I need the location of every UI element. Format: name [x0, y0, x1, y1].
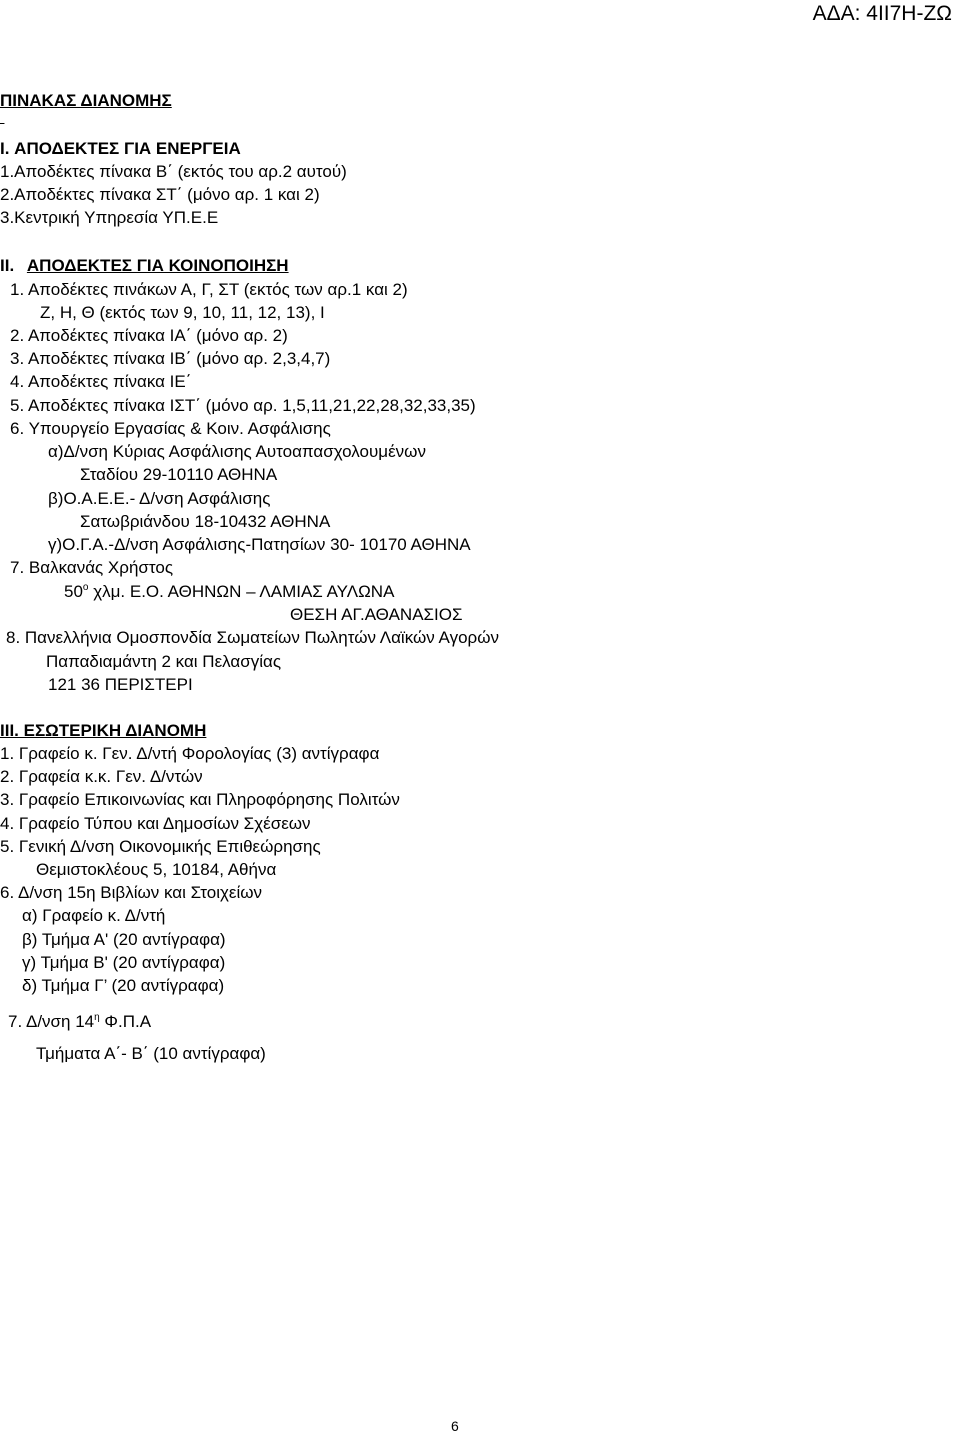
vat-sup: η	[94, 1012, 100, 1023]
address-post: χλμ. Ε.Ο. ΑΘΗΝΩΝ – ΛΑΜΙΑΣ ΑΥΛΩΝΑ	[88, 582, 395, 601]
page-number: 6	[451, 1418, 459, 1434]
address-sup: ο	[82, 582, 89, 593]
list-item: 1.Αποδέκτες πίνακα Β΄ (εκτός του αρ.2 αυτού)	[0, 162, 347, 181]
list-item: 3. Αποδέκτες πίνακα ΙΒ΄ (μόνο αρ. 2,3,4,7)	[10, 349, 331, 368]
list-item: Σταδίου 29-10110 ΑΘΗΝΑ	[80, 465, 278, 484]
list-item: 1. Αποδέκτες πινάκων Α, Γ, ΣΤ (εκτός των αρ.1 και 2)	[10, 280, 408, 299]
list-item: 1. Γραφείο κ. Γεν. Δ/ντή Φορολογίας (3) αντίγραφα	[0, 744, 380, 763]
address-pre: 50	[64, 582, 83, 601]
list-item: 5. Γενική Δ/νση Οικονομικής Επιθεώρησης	[0, 837, 321, 856]
list-item-address	[64, 582, 394, 602]
list-item: 2. Αποδέκτες πίνακα ΙΑ΄ (μόνο αρ. 2)	[10, 326, 288, 345]
list-item: 5. Αποδέκτες πίνακα ΙΣΤ΄ (μόνο αρ. 1,5,11,21,22,28,32,33,35)	[10, 396, 476, 415]
list-item: 121 36 ΠΕΡΙΣΤΕΡΙ	[48, 675, 193, 694]
list-item: Παπαδιαμάντη 2 και Πελασγίας	[46, 652, 282, 671]
list-item: 4. Αποδέκτες πίνακα ΙΕ΄	[10, 372, 192, 391]
underline-mark	[0, 115, 4, 125]
list-item: 2. Γραφεία κ.κ. Γεν. Δ/ντών	[0, 767, 203, 786]
list-item: Θεμιστοκλέους 5, 10184, Αθήνα	[36, 860, 277, 879]
list-item: 3. Γραφείο Επικοινωνίας και Πληροφόρησης Πολιτών	[0, 790, 400, 809]
list-item: 4. Γραφείο Τύπου και Δημοσίων Σχέσεων	[0, 814, 311, 833]
list-item: ΘΕΣΗ ΑΓ.ΑΘΑΝΑΣΙΟΣ	[290, 605, 463, 624]
section-heading-notification	[0, 256, 289, 276]
list-item: 2.Αποδέκτες πίνακα ΣΤ΄ (μόνο αρ. 1 και 2)	[0, 185, 320, 204]
list-item: δ) Τμήμα Γ’ (20 αντίγραφα)	[22, 976, 225, 995]
vat-pre: 7. Δ/νση 14	[8, 1012, 95, 1031]
list-item: Ζ, Η, Θ (εκτός των 9, 10, 11, 12, 13), Ι	[40, 303, 325, 322]
list-item: α)Δ/νση Κύριας Ασφάλισης Αυτοαπασχολουμένων	[48, 442, 426, 461]
list-item: 7. Βαλκανάς Χρήστος	[10, 558, 174, 577]
section-number: II.	[0, 256, 15, 275]
section-heading-internal: ΙΙΙ. ΕΣΩΤΕΡΙΚΗ ΔΙΑΝΟΜΗ	[0, 721, 207, 740]
list-item: β) Τμήμα Α' (20 αντίγραφα)	[22, 930, 226, 949]
list-item: 8. Πανελλήνια Ομοσπονδία Σωματείων Πωλητών Λαϊκών Αγορών	[6, 628, 499, 647]
list-item: α) Γραφείο κ. Δ/ντή	[22, 906, 166, 925]
list-item: Τμήματα Α΄- Β΄ (10 αντίγραφα)	[36, 1044, 266, 1063]
list-item: 3.Κεντρική Υπηρεσία ΥΠ.Ε.Ε	[0, 208, 219, 227]
list-item: Σατωβριάνδου 18-10432 ΑΘΗΝΑ	[80, 512, 331, 531]
vat-post: Φ.Π.Α	[99, 1012, 152, 1031]
section-heading-energy: I. ΑΠΟΔΕΚΤΕΣ ΓΙΑ ΕΝΕΡΓΕΙΑ	[0, 139, 241, 158]
list-item: γ) Τμήμα Β' (20 αντίγραφα)	[22, 953, 226, 972]
page-title: ΠΙΝΑΚΑΣ ΔΙΑΝΟΜΗΣ	[0, 91, 172, 110]
list-item: 6. Υπουργείο Εργασίας & Κοιν. Ασφάλισης	[10, 419, 331, 438]
list-item: β)Ο.Α.Ε.Ε.- Δ/νση Ασφάλισης	[48, 489, 271, 508]
list-item: 6. Δ/νση 15η Βιβλίων και Στοιχείων	[0, 883, 263, 902]
list-item: γ)Ο.Γ.Α.-Δ/νση Ασφάλισης-Πατησίων 30- 10170 ΑΘΗΝΑ	[48, 535, 471, 554]
ada-code: ΑΔΑ: 4ΙΙ7Η-ΖΩ	[812, 2, 952, 25]
section-title: ΑΠΟΔΕΚΤΕΣ ΓΙΑ ΚΟΙΝΟΠΟΙΗΣΗ	[26, 256, 289, 275]
list-item-vat	[8, 1012, 151, 1032]
